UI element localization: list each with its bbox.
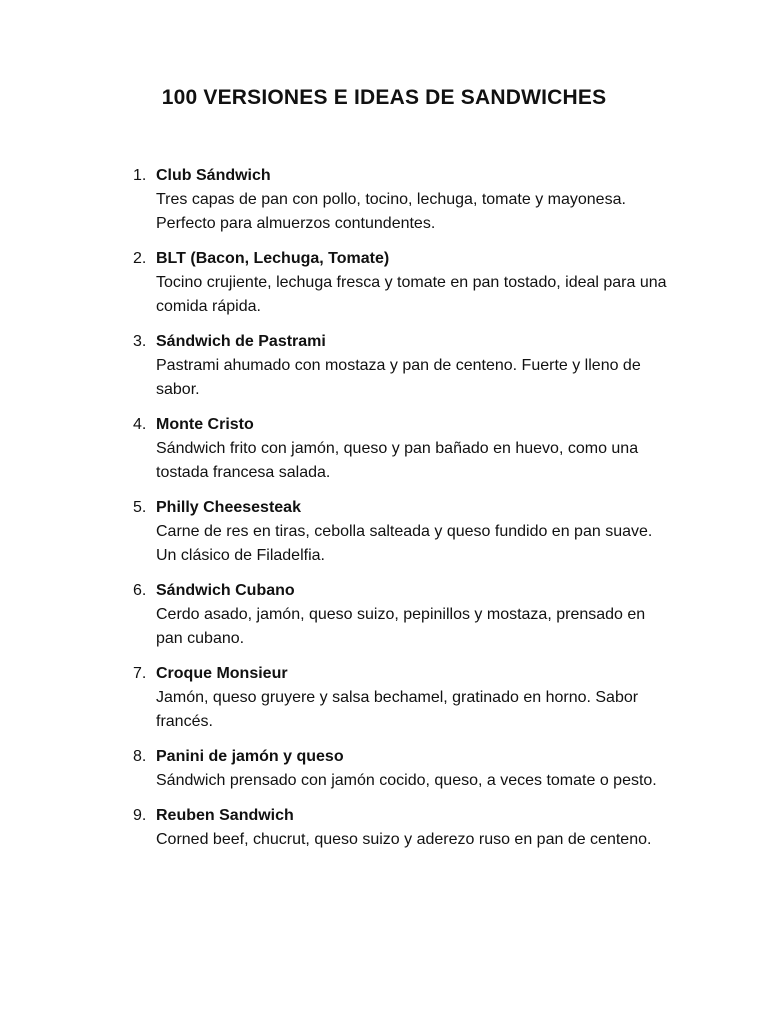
item-description: Jamón, queso gruyere y salsa bechamel, gratinado en horno. Sabor francés. (156, 689, 639, 730)
item-number: 9. (133, 807, 147, 824)
list-item (130, 330, 670, 402)
item-number: 6. (133, 582, 147, 599)
item-title: Sándwich de Pastrami (156, 333, 326, 350)
list-item (130, 745, 670, 793)
list-item (130, 413, 670, 485)
item-title: Sándwich Cubano (156, 582, 295, 599)
item-number: 3. (133, 333, 147, 350)
item-description: Sándwich frito con jamón, queso y pan bañado en huevo, como una tostada francesa salada. (156, 440, 639, 481)
item-title: Philly Cheesesteak (156, 499, 301, 516)
item-title: Club Sándwich (156, 167, 271, 184)
item-number: 2. (133, 250, 147, 267)
item-description: Tocino crujiente, lechuga fresca y tomate en pan tostado, ideal para una comida rápida. (156, 274, 667, 315)
item-number: 1. (133, 167, 147, 184)
list-item (130, 804, 670, 852)
item-description: Cerdo asado, jamón, queso suizo, pepinillos y mostaza, prensado en pan cubano. (156, 606, 646, 647)
item-description: Carne de res en tiras, cebolla salteada y queso fundido en pan suave. Un clásico de Filadelfia. (156, 523, 653, 564)
item-number: 7. (133, 665, 147, 682)
list-item (130, 164, 670, 236)
item-description: Tres capas de pan con pollo, tocino, lechuga, tomate y mayonesa. Perfecto para almuerzos contundentes. (156, 191, 626, 232)
item-title: Croque Monsieur (156, 665, 288, 682)
item-title: Panini de jamón y queso (156, 748, 344, 765)
item-title: BLT (Bacon, Lechuga, Tomate) (156, 250, 390, 267)
item-number: 8. (133, 748, 147, 765)
item-description: Pastrami ahumado con mostaza y pan de centeno. Fuerte y lleno de sabor. (156, 357, 641, 398)
document-title: 100 VERSIONES E IDEAS DE SANDWICHES (161, 86, 607, 109)
list-item (130, 496, 670, 568)
item-title: Reuben Sandwich (156, 807, 294, 824)
list-item (130, 579, 670, 651)
item-number: 5. (133, 499, 147, 516)
item-description: Sándwich prensado con jamón cocido, queso, a veces tomate o pesto. (156, 772, 657, 789)
item-description: Corned beef, chucrut, queso suizo y aderezo ruso en pan de centeno. (156, 831, 652, 848)
sandwich-list (130, 164, 670, 863)
item-title: Monte Cristo (156, 416, 254, 433)
list-item (130, 247, 670, 319)
list-item (130, 662, 670, 734)
item-number: 4. (133, 416, 147, 433)
